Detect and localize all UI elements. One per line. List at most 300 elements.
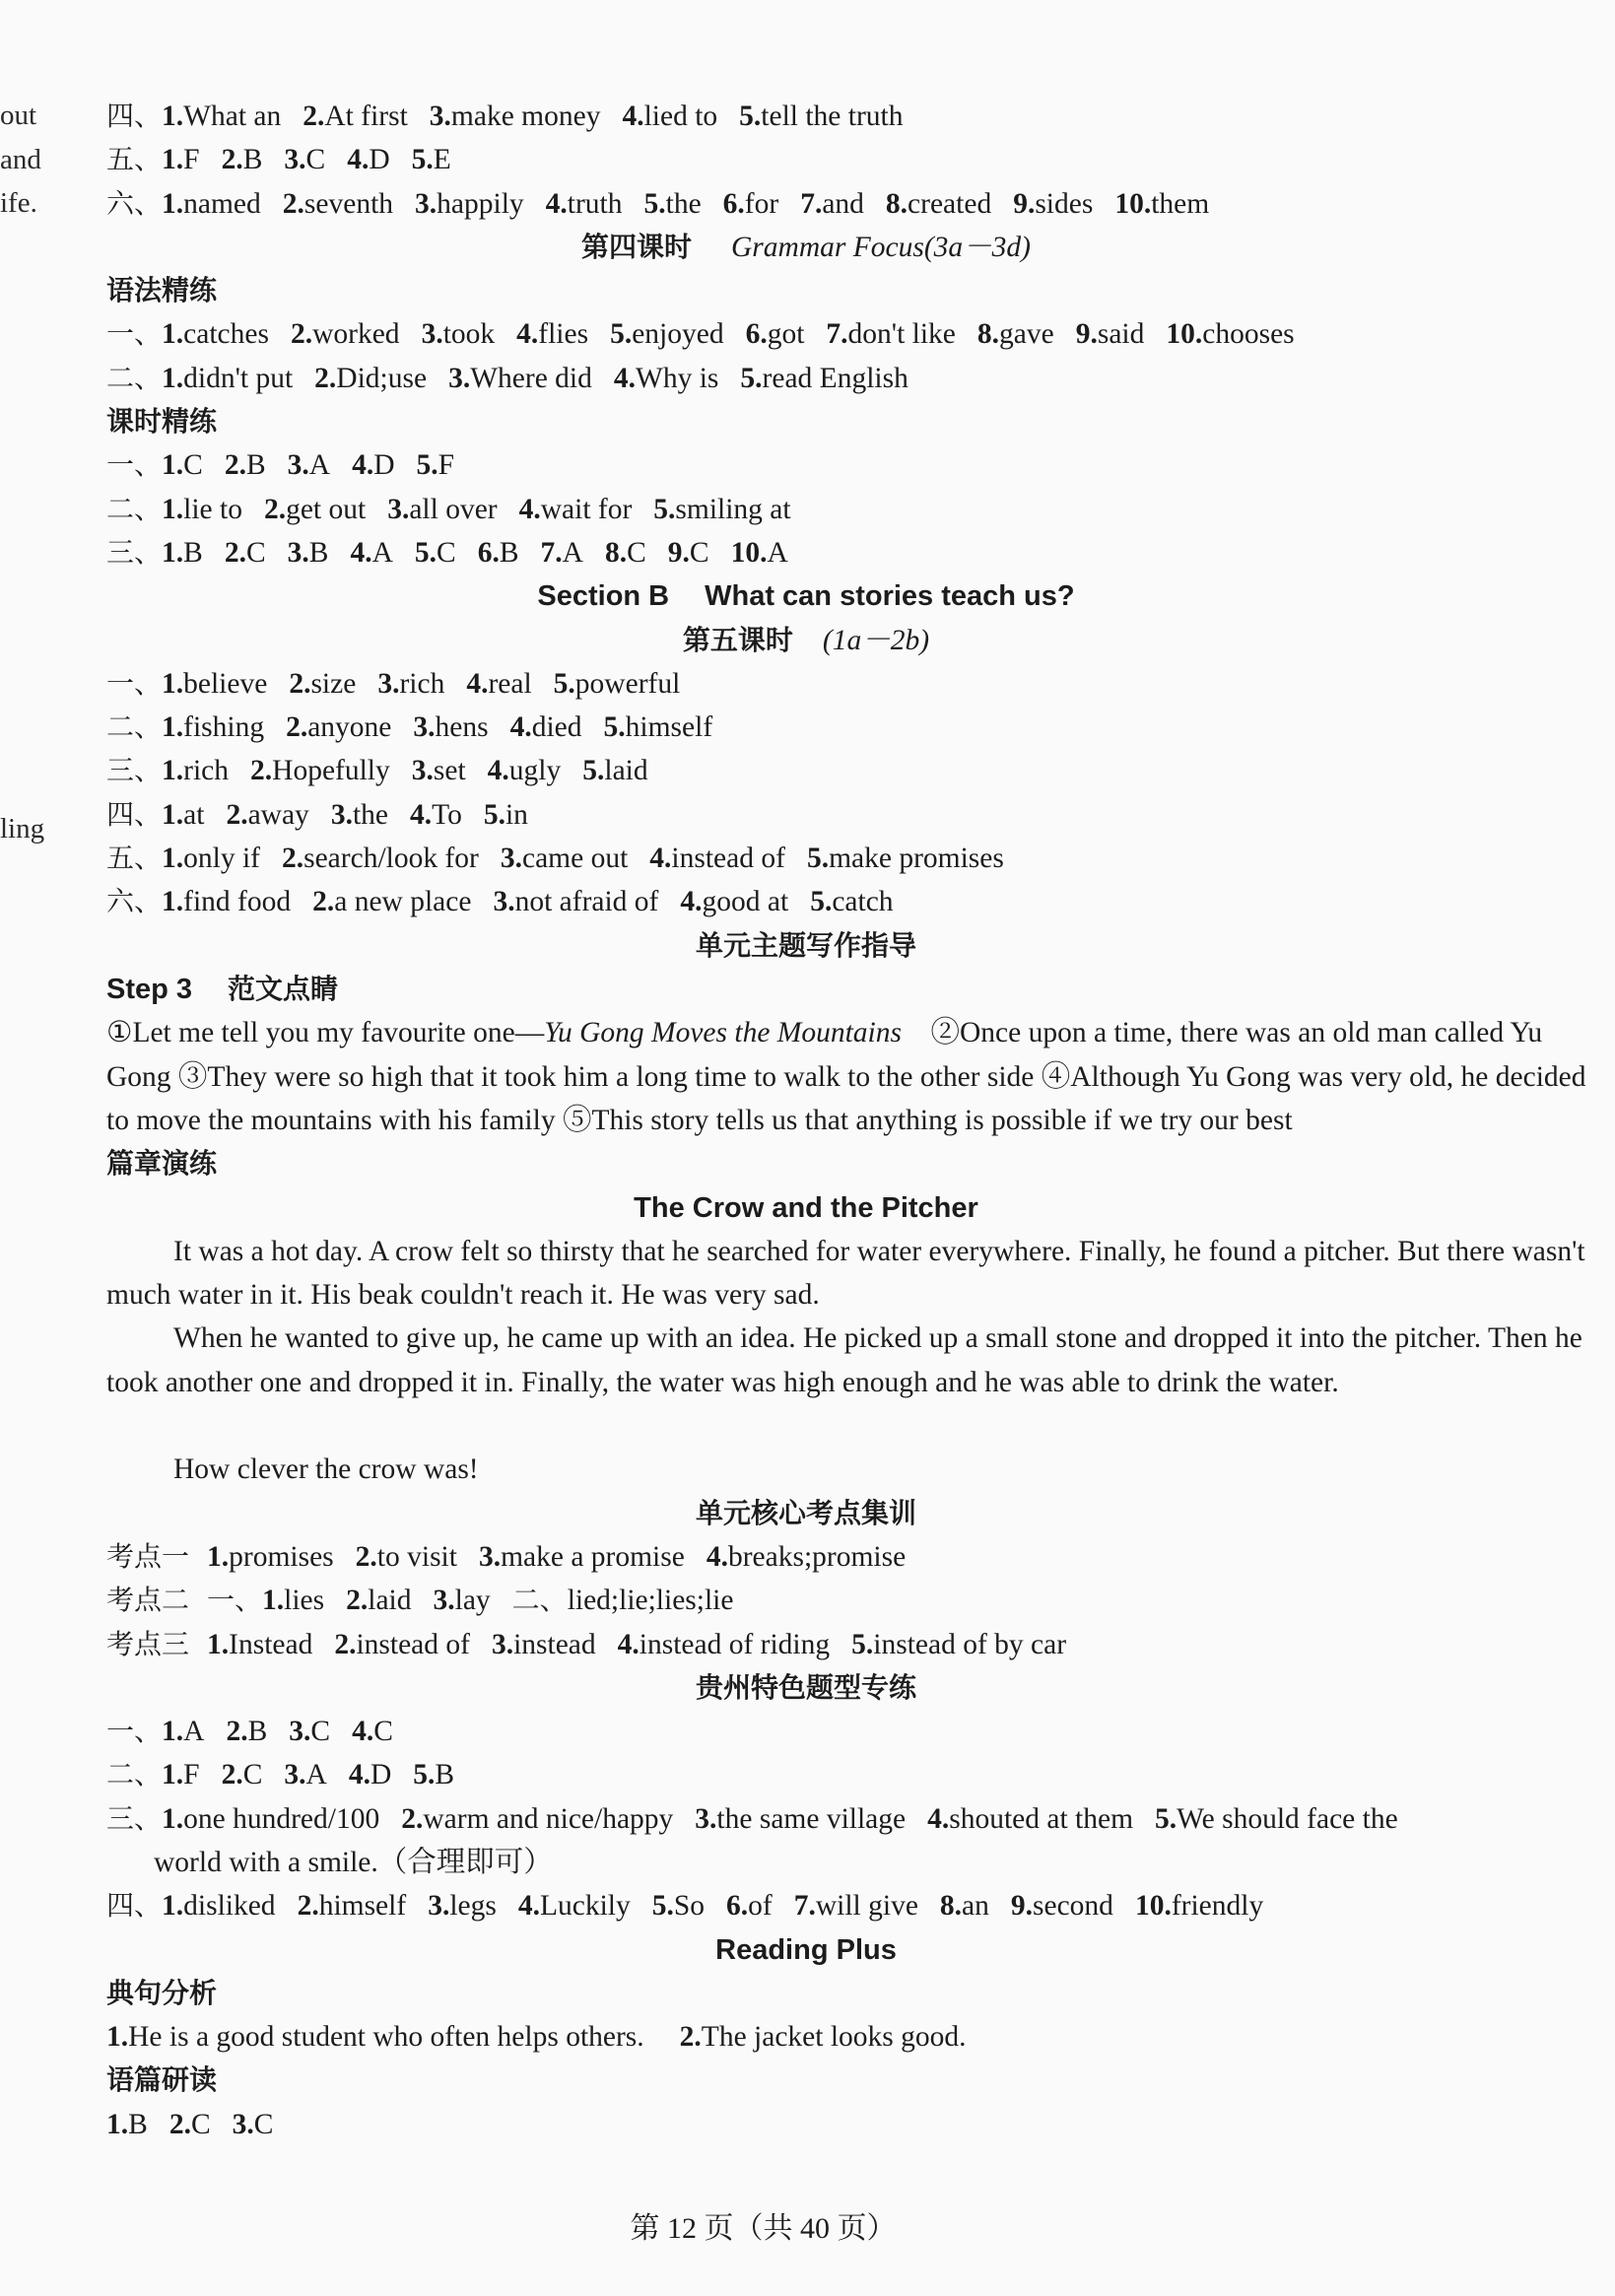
part-label: 五、 <box>106 842 163 875</box>
item-number: 3. <box>377 667 400 700</box>
part-label: 三、 <box>106 535 163 569</box>
answer-text: fishing <box>183 711 265 744</box>
sentence-analysis-heading: 典句分析 <box>106 1976 218 2009</box>
answer-text: real <box>488 667 532 700</box>
answer-text: C <box>253 2108 274 2140</box>
part-label: 考点一 <box>106 1539 190 1573</box>
item-number: 1. <box>162 536 184 569</box>
answer-text: make money <box>450 101 601 132</box>
essay-title: The Crow and the Pitcher <box>634 1191 978 1224</box>
item-number: 3. <box>448 362 471 394</box>
answer-row <box>106 1623 1594 1666</box>
answer-text: get out <box>286 493 367 525</box>
answer-row <box>106 662 1594 706</box>
part-label: 二、 <box>106 710 163 744</box>
margin-fragment: ife. <box>0 187 37 219</box>
item-number: 3. <box>289 1716 311 1748</box>
answer-text: the <box>665 187 702 220</box>
answer-text: worked <box>312 318 400 351</box>
answer-text: B <box>308 536 329 569</box>
section-b-title: Section B What can stories teach us? <box>537 580 1075 613</box>
answer-text: C <box>305 144 326 176</box>
guizhou-title: 贵州特色题型专练 <box>695 1670 916 1704</box>
answer-row <box>106 357 1594 400</box>
item-number: 9. <box>667 536 690 569</box>
answer-row <box>106 1710 1594 1753</box>
answer-row <box>106 138 1594 181</box>
practice-heading: 课时精练 <box>106 405 218 439</box>
answer-text: don't like <box>847 318 956 351</box>
margin-fragment: ling <box>0 813 45 844</box>
answer-text: lie to <box>183 493 242 525</box>
answer-text: instead of riding <box>639 1628 831 1660</box>
item-number: 2. <box>346 1585 369 1617</box>
item-number: 5. <box>739 101 762 132</box>
answer-text: C <box>689 536 709 569</box>
item-number: 10. <box>730 536 768 569</box>
answer-text: A <box>308 449 331 482</box>
answer-row <box>106 182 1594 226</box>
item-number: 1. <box>106 2108 129 2140</box>
step-heading: Step 3 范文点睛 <box>106 972 339 1005</box>
part-label: 三、 <box>106 1801 163 1835</box>
item-number: 1. <box>162 1890 184 1923</box>
answer-text: disliked <box>183 1890 276 1923</box>
answer-text: an <box>962 1890 989 1923</box>
answer-text: B <box>435 1759 455 1791</box>
item-number: 3. <box>287 536 309 569</box>
answer-text: took <box>442 318 496 351</box>
answer-row <box>106 1797 1594 1841</box>
answer-text: So <box>673 1890 706 1923</box>
answer-row <box>106 1579 1594 1622</box>
answer-text: truth <box>567 187 623 220</box>
model-text: ①Let me tell you my favourite one—Yu Gong Moves the Mountains ②Once upon a time, there was an old man called Yu Gong ③They were so high that it took him a long time to walk to the other side ④Although Yu Gong was very old, he decided to move the mountains with his family ⑤This story tells us that anything is possible if we try our best <box>106 1017 1586 1136</box>
answer-text: lied to <box>643 101 718 132</box>
item-number: 8. <box>976 318 1000 351</box>
item-number: 2. <box>297 1890 319 1923</box>
page-footer: 第 12 页（共 40 页） <box>630 2212 897 2245</box>
item-number: 1. <box>162 362 184 394</box>
margin-fragment: and <box>0 144 41 175</box>
item-number: 2. <box>286 711 308 744</box>
answer-row <box>106 837 1594 880</box>
answer-text: good at <box>702 886 789 918</box>
item-number: 3. <box>491 1628 514 1660</box>
item-number: 3. <box>284 1759 306 1791</box>
answer-text: named <box>183 187 261 220</box>
item-number: 4. <box>516 318 539 351</box>
item-number: 3. <box>493 886 515 918</box>
answer-text: lay <box>454 1585 491 1617</box>
item-number: 5. <box>653 493 676 525</box>
answer-text: C <box>183 449 203 482</box>
answer-text: What an <box>183 101 282 132</box>
item-number: 1. <box>162 1802 184 1835</box>
item-number: 1. <box>162 1716 184 1748</box>
item-number: 5. <box>411 144 434 176</box>
answer-text: make promises <box>829 843 1004 875</box>
answer-text: A <box>371 536 393 569</box>
item-number: 5. <box>851 1628 874 1660</box>
item-number: 3. <box>428 1890 450 1923</box>
item-number: 4. <box>617 1628 639 1660</box>
answer-text: laid <box>604 755 648 787</box>
answer-text: B <box>245 449 266 482</box>
item-number: 7. <box>826 318 848 351</box>
answer-text: anyone <box>307 711 392 744</box>
answer-text: A <box>767 536 788 569</box>
answer-text: lies <box>284 1585 325 1617</box>
answer-text: D <box>370 1759 392 1791</box>
item-number: 8. <box>885 187 908 220</box>
answer-text: seventh <box>303 187 394 220</box>
item-number: 6. <box>726 1890 749 1923</box>
answer-text: F <box>183 144 200 176</box>
part-label: 一、 <box>207 1584 263 1617</box>
answer-text: catch <box>832 886 894 918</box>
item-number: 4. <box>518 493 541 525</box>
answer-text: powerful <box>574 667 681 700</box>
item-number: 3. <box>415 187 437 220</box>
item-number: 5. <box>1155 1802 1178 1835</box>
answer-text: them <box>1151 187 1210 220</box>
item-number: 1. <box>162 798 184 831</box>
answer-text: happily <box>437 187 524 220</box>
answer-text: We should face the <box>1177 1802 1398 1835</box>
answer-text: wait for <box>540 493 633 525</box>
item-number: 1. <box>207 1628 230 1660</box>
answer-text: didn't put <box>183 362 294 394</box>
answer-text: set <box>433 755 466 787</box>
item-number: 3. <box>413 711 436 744</box>
answer-text: for <box>744 187 779 220</box>
item-number: 8. <box>939 1890 963 1923</box>
answer-text: gave <box>999 318 1054 351</box>
answer-text: promises <box>229 1540 334 1573</box>
answer-text: tell the truth <box>761 101 904 132</box>
answer-text: F <box>437 449 455 482</box>
item-number: 7. <box>800 187 823 220</box>
answer-text: laid <box>368 1585 412 1617</box>
margin-fragment: out <box>0 100 37 131</box>
answer-text: read English <box>762 362 908 394</box>
item-number: 1. <box>162 843 184 875</box>
item-number: 10. <box>1134 1890 1172 1923</box>
answer-text: B <box>499 536 519 569</box>
answer-text: B <box>247 1716 268 1748</box>
item-number: 4. <box>347 144 370 176</box>
item-number: 4. <box>466 667 489 700</box>
answer-text: C <box>310 1716 331 1748</box>
item-number: 2. <box>263 493 287 525</box>
item-number: 1. <box>207 1540 230 1573</box>
answer-row <box>106 531 1594 574</box>
item-number: 4. <box>613 362 637 394</box>
item-number: 5. <box>651 1890 674 1923</box>
essay-paragraph: When he wanted to give up, he came up with an idea. He picked up a small stone and dropped it into the pitcher. Then he took another one and dropped it in. Finally, the water was high enough and he was able to drink the water. <box>106 1322 1582 1398</box>
item-number: 3. <box>695 1802 717 1835</box>
answer-text: created <box>908 187 992 220</box>
part-label: 二、 <box>106 1758 163 1791</box>
part-label: 六、 <box>106 186 163 220</box>
item-number: 4. <box>509 711 532 744</box>
answer-text: A <box>305 1759 327 1791</box>
item-number: 2. <box>226 1716 248 1748</box>
answer-text: size <box>310 667 357 700</box>
part-label: 一、 <box>106 1715 163 1748</box>
core-points-title: 单元核心考点集训 <box>695 1496 916 1529</box>
part-label: 二、 <box>106 492 163 525</box>
item-number: 4. <box>545 187 568 220</box>
item-number: 3. <box>387 493 410 525</box>
item-number: 5. <box>806 843 830 875</box>
item-number: 1. <box>162 449 184 482</box>
answer-text: catches <box>183 318 269 351</box>
answer-text: make a promise <box>501 1540 685 1573</box>
item-number: 9. <box>1075 318 1098 351</box>
item-number: 3. <box>287 449 309 482</box>
item-number: 1. <box>162 1759 184 1791</box>
item-number: 2. <box>221 1759 243 1791</box>
answer-continuation: world with a smile.（合理即可） <box>154 1846 553 1878</box>
item-number: 1. <box>162 144 184 176</box>
item-number: 4. <box>352 1716 374 1748</box>
answer-text: warm and nice/happy <box>423 1802 674 1835</box>
answer-text: smiling at <box>675 493 791 525</box>
item-number: 5. <box>810 886 833 918</box>
answer-text: legs <box>449 1890 497 1923</box>
answer-text: not afraid of <box>514 886 659 918</box>
answer-text: instead <box>513 1628 596 1660</box>
item-number: 4. <box>350 536 372 569</box>
item-number: 3. <box>500 843 522 875</box>
item-number: 4. <box>706 1540 728 1573</box>
content-column <box>106 95 1594 2146</box>
item-number: 7. <box>793 1890 816 1923</box>
passage-practice-heading: 篇章演练 <box>106 1147 218 1181</box>
item-number: 3. <box>421 318 443 351</box>
answer-text: said <box>1097 318 1145 351</box>
answer-text: instead of <box>356 1628 470 1660</box>
item-number: 4. <box>348 1759 370 1791</box>
item-number: 5. <box>414 536 437 569</box>
answer-text: away <box>247 798 309 831</box>
answer-text: came out <box>521 843 629 875</box>
answer-text: C <box>437 536 456 569</box>
answer-text: Did;use <box>336 362 428 394</box>
item-number: 2. <box>289 667 311 700</box>
answer-text: C <box>373 1716 393 1748</box>
answer-text: died <box>531 711 582 744</box>
item-number: 2. <box>224 449 246 482</box>
answer-text: instead of by car <box>873 1628 1067 1660</box>
item-number: 1. <box>162 493 184 525</box>
part-label: 一、 <box>106 317 163 351</box>
answer-row <box>106 1753 1594 1796</box>
answer-text: A <box>562 536 583 569</box>
item-number: 6. <box>477 536 500 569</box>
item-number: 2. <box>282 187 304 220</box>
item-number: 8. <box>604 536 628 569</box>
answer-text: enjoyed <box>632 318 724 351</box>
answer-text: hens <box>435 711 489 744</box>
answer-text: only if <box>183 843 260 875</box>
reading-plus-title: Reading Plus <box>715 1933 897 1966</box>
item-number: 4. <box>352 449 374 482</box>
answer-text: F <box>183 1759 200 1791</box>
answer-text: B <box>128 2108 148 2140</box>
answer-text: to visit <box>376 1540 457 1573</box>
item-number: 2. <box>224 536 246 569</box>
answer-text: find food <box>183 886 292 918</box>
answer-text: D <box>369 144 390 176</box>
item-number: 1. <box>162 886 184 918</box>
answer-text: flies <box>538 318 589 351</box>
answer-row <box>106 793 1594 837</box>
answer-text: Why is <box>636 362 719 394</box>
item-number: 9. <box>1013 187 1036 220</box>
essay-paragraph: It was a hot day. A crow felt so thirsty that he searched for water everywhere. Finally, he found a pitcher. But there wasn't much water in it. His beak couldn't reach it. He was very sad. <box>106 1235 1585 1312</box>
item-number: 5. <box>483 798 505 831</box>
item-number: 1. <box>162 711 184 744</box>
item-number: 2. <box>290 318 313 351</box>
answer-row <box>106 749 1594 792</box>
item-number: 1. <box>162 187 184 220</box>
item-number: 1. <box>162 667 184 700</box>
part-label: 二、 <box>106 361 163 394</box>
answer-row <box>106 880 1594 923</box>
item-number: 2. <box>221 144 243 176</box>
answer-text: himself <box>625 711 713 744</box>
item-number: 3. <box>478 1540 502 1573</box>
item-number: 5. <box>582 755 605 787</box>
answer-text: C <box>245 536 266 569</box>
answer-row <box>106 312 1594 356</box>
answer-row <box>106 2103 1594 2146</box>
answer-text: E <box>433 144 451 176</box>
item-number: 4. <box>680 886 703 918</box>
item-number: 2. <box>334 1628 357 1660</box>
answer-text: lied;lie;lies;lie <box>567 1585 734 1617</box>
answer-text: Luckily <box>539 1890 631 1923</box>
answer-text: in <box>505 798 528 831</box>
part-label: 六、 <box>106 885 163 918</box>
answer-text: At first <box>324 101 408 132</box>
answer-text: believe <box>183 667 268 700</box>
item-number: 2. <box>226 798 248 831</box>
answer-text: Where did <box>470 362 592 394</box>
item-number: 3. <box>411 755 434 787</box>
item-number: 5. <box>413 1759 436 1791</box>
answer-text: C <box>190 2108 211 2140</box>
answer-text: of <box>748 1890 773 1923</box>
answer-row <box>106 488 1594 531</box>
answer-text: himself <box>318 1890 407 1923</box>
answer-text: sides <box>1035 187 1094 220</box>
answer-text: Instead <box>229 1628 313 1660</box>
item-number: 5. <box>610 318 633 351</box>
item-number: 5. <box>416 449 438 482</box>
answer-text: the <box>352 798 388 831</box>
answer-text: the same village <box>716 1802 907 1835</box>
item-number: 1. <box>162 318 184 351</box>
writing-guide-title: 单元主题写作指导 <box>695 928 916 962</box>
answer-text: B <box>183 536 203 569</box>
part-label: 三、 <box>106 754 163 787</box>
part-label: 四、 <box>106 1889 163 1923</box>
part-label: 五、 <box>106 143 163 176</box>
answer-row <box>106 1884 1594 1927</box>
part-label: 二、 <box>511 1584 568 1617</box>
item-number: 3. <box>232 2108 254 2140</box>
answer-text: rich <box>399 667 445 700</box>
item-number: 2. <box>312 886 335 918</box>
item-number: 2. <box>355 1540 377 1573</box>
answer-text: B <box>242 144 263 176</box>
item-number: 4. <box>927 1802 950 1835</box>
answer-text: rich <box>183 755 230 787</box>
answer-text: chooses <box>1202 318 1295 351</box>
answer-text: A <box>183 1716 205 1748</box>
lesson-four-title: 第四课时 Grammar Focus(3a－3d) <box>580 230 1031 263</box>
part-label: 一、 <box>106 666 163 700</box>
answer-text: will give <box>815 1890 918 1923</box>
item-number: 6. <box>745 318 768 351</box>
answer-text: second <box>1033 1890 1113 1923</box>
answer-text: all over <box>409 493 498 525</box>
answer-text: shouted at them <box>949 1802 1134 1835</box>
answer-row <box>106 1535 1594 1579</box>
item-number: 2. <box>250 755 273 787</box>
passage-study-heading: 语篇研读 <box>106 2063 218 2097</box>
item-number: 5. <box>553 667 575 700</box>
answer-row <box>106 95 1594 138</box>
item-number: 5. <box>740 362 763 394</box>
lesson-five-title: 第五课时 (1a－2b) <box>682 623 930 656</box>
answer-row <box>106 443 1594 487</box>
item-number: 5. <box>603 711 626 744</box>
item-number: 2. <box>168 2108 191 2140</box>
sentence-answers: 1.He is a good student who often helps others. 2.The jacket looks good. <box>106 2021 967 2054</box>
item-number: 1. <box>262 1585 285 1617</box>
item-number: 2. <box>303 101 325 132</box>
answer-text: search/look for <box>303 843 479 875</box>
part-label: 四、 <box>106 797 163 831</box>
item-number: 4. <box>622 101 644 132</box>
item-number: 1. <box>162 755 184 787</box>
item-number: 1. <box>162 101 184 132</box>
part-label: 考点二 <box>106 1584 190 1617</box>
answer-text: friendly <box>1171 1890 1264 1923</box>
answer-text: D <box>373 449 395 482</box>
part-label: 一、 <box>106 448 163 482</box>
item-number: 9. <box>1010 1890 1034 1923</box>
answer-text: and <box>822 187 864 220</box>
answer-text: got <box>767 318 805 351</box>
answer-text: Hopefully <box>272 755 390 787</box>
item-number: 10. <box>1166 318 1203 351</box>
grammar-heading: 语法精练 <box>106 274 218 307</box>
item-number: 3. <box>284 144 306 176</box>
item-number: 3. <box>433 1585 455 1617</box>
item-number: 3. <box>429 101 451 132</box>
answer-text: one hundred/100 <box>183 1802 380 1835</box>
item-number: 6. <box>722 187 745 220</box>
item-number: 2. <box>314 362 337 394</box>
answer-text: breaks;promise <box>727 1540 907 1573</box>
item-number: 5. <box>643 187 666 220</box>
